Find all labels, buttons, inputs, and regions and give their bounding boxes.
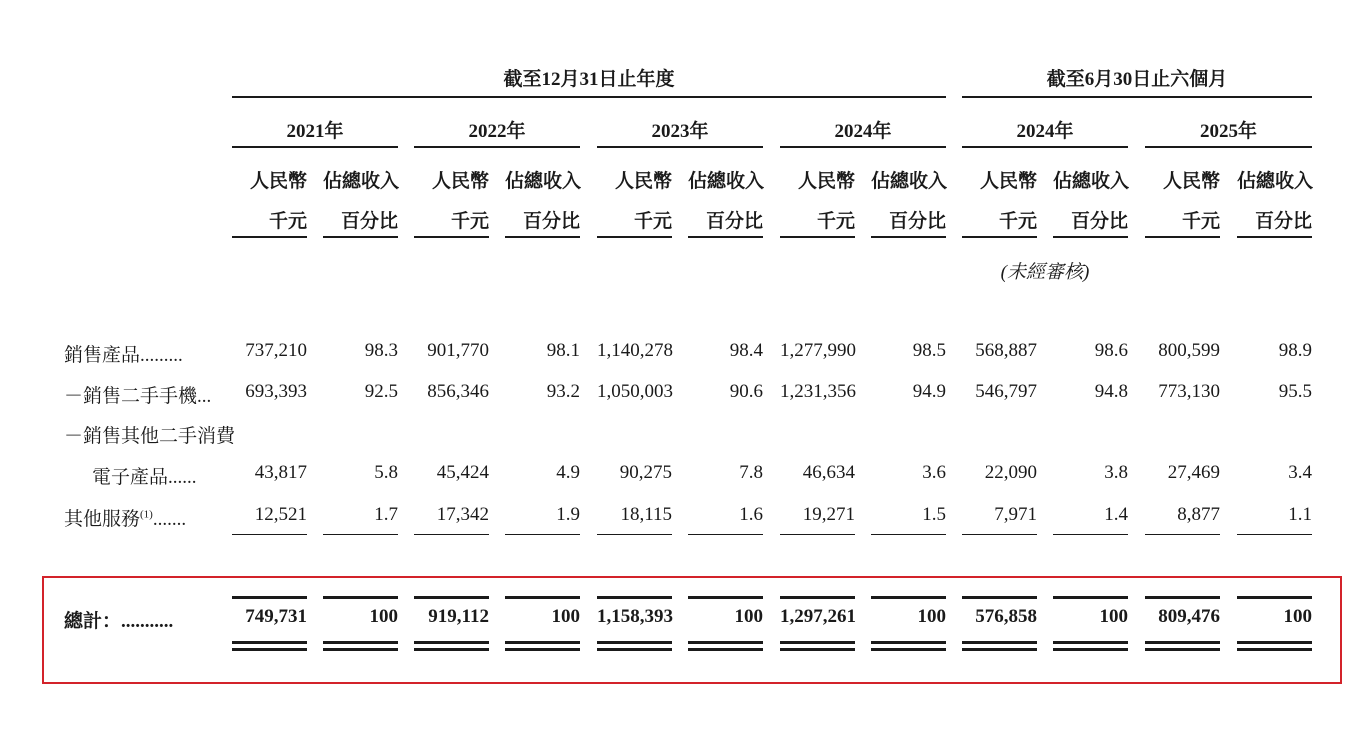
table-cell: 98.1 xyxy=(546,340,580,361)
total-cell: 809,476 xyxy=(1158,606,1220,627)
header-rule xyxy=(688,236,763,238)
row-label xyxy=(64,340,183,367)
year-rule xyxy=(780,146,946,148)
table-cell: 18,115 xyxy=(620,504,672,525)
col-header-unit: 千元 xyxy=(633,211,672,232)
table-cell: 800,599 xyxy=(1158,340,1220,361)
col-header-unit: 千元 xyxy=(450,211,489,232)
col-header-rmb: 人民幣 xyxy=(249,171,307,192)
row-label-text: 電子產品...... xyxy=(92,467,197,488)
table-cell: 45,424 xyxy=(436,462,489,483)
header-rule xyxy=(1237,236,1312,238)
table-cell: 4.9 xyxy=(556,462,580,483)
col-header-rmb: 人民幣 xyxy=(614,171,672,192)
col-header-unit: 百分比 xyxy=(705,211,763,232)
subtotal-rule xyxy=(688,534,763,535)
table-cell: 5.8 xyxy=(374,462,398,483)
table-cell: 1,140,278 xyxy=(597,340,673,361)
header-rule xyxy=(962,236,1037,238)
year-header-2022: 2022年 xyxy=(468,121,526,142)
col-header-unit: 百分比 xyxy=(340,211,398,232)
table-cell: 94.9 xyxy=(912,381,946,402)
col-header-pct: 佔總收入 xyxy=(688,171,765,192)
table-cell: 568,887 xyxy=(975,340,1037,361)
total-cell: 749,731 xyxy=(245,606,307,627)
table-cell: 1,277,990 xyxy=(780,340,856,361)
total-cell: 100 xyxy=(1283,606,1312,627)
table-cell: 98.4 xyxy=(729,340,763,361)
total-cell: 100 xyxy=(369,606,398,627)
table-cell: 19,271 xyxy=(802,504,855,525)
group-rule-annual xyxy=(232,96,946,98)
year-header-2024: 2024年 xyxy=(834,121,892,142)
row-label-text: 銷售產品......... xyxy=(64,345,183,366)
year-rule xyxy=(232,146,398,148)
table-cell: 1,231,356 xyxy=(780,381,856,402)
table-cell: 773,130 xyxy=(1158,381,1220,402)
table-cell: 46,634 xyxy=(802,462,855,483)
total-cell: 100 xyxy=(917,606,946,627)
subtotal-rule xyxy=(414,534,489,535)
col-header-pct: 佔總收入 xyxy=(1237,171,1314,192)
total-cell: 100 xyxy=(1099,606,1128,627)
header-rule xyxy=(780,236,855,238)
year-rule xyxy=(1145,146,1312,148)
subtotal-rule xyxy=(1237,534,1312,535)
leader-dots: ....... xyxy=(152,509,187,530)
year-header-2025-h1: 2025年 xyxy=(1199,121,1257,142)
group-rule-half-year xyxy=(962,96,1312,98)
year-header-2021: 2021年 xyxy=(286,121,344,142)
row-label xyxy=(64,421,235,448)
header-rule xyxy=(1053,236,1128,238)
subtotal-rule xyxy=(232,534,307,535)
table-cell: 3.6 xyxy=(922,462,946,483)
col-header-pct: 佔總收入 xyxy=(323,171,400,192)
table-cell: 693,393 xyxy=(245,381,307,402)
year-header-2024-h1: 2024年 xyxy=(1016,121,1074,142)
table-cell: 1.9 xyxy=(556,504,580,525)
table-cell: 98.9 xyxy=(1278,340,1312,361)
year-rule xyxy=(962,146,1128,148)
subtotal-rule xyxy=(1145,534,1220,535)
col-header-unit: 千元 xyxy=(268,211,307,232)
header-rule xyxy=(1145,236,1220,238)
col-header-unit: 百分比 xyxy=(1070,211,1128,232)
subtotal-rule xyxy=(597,534,672,535)
table-cell: 95.5 xyxy=(1278,381,1312,402)
group-header-annual: 截至12月31日止年度 xyxy=(503,69,675,90)
row-label xyxy=(92,462,197,489)
col-header-unit: 百分比 xyxy=(1254,211,1312,232)
total-cell: 100 xyxy=(551,606,580,627)
table-cell: 22,090 xyxy=(984,462,1037,483)
subtotal-rule xyxy=(1053,534,1128,535)
col-header-rmb: 人民幣 xyxy=(797,171,855,192)
total-cell: 1,158,393 xyxy=(597,606,673,627)
table-cell: 98.3 xyxy=(364,340,398,361)
row-label-text: －銷售其他二手消費 xyxy=(64,426,236,447)
table-cell: 8,877 xyxy=(1177,504,1220,525)
row-label-text: 其他服務 xyxy=(64,509,141,530)
table-cell: 93.2 xyxy=(546,381,580,402)
col-header-pct: 佔總收入 xyxy=(505,171,582,192)
year-rule xyxy=(414,146,580,148)
table-cell: 3.8 xyxy=(1104,462,1128,483)
table-cell: 98.5 xyxy=(912,340,946,361)
subtotal-rule xyxy=(505,534,580,535)
row-label xyxy=(64,381,211,408)
table-cell: 901,770 xyxy=(427,340,489,361)
total-cell: 919,112 xyxy=(428,606,489,627)
col-header-unit: 千元 xyxy=(998,211,1037,232)
subtotal-rule xyxy=(962,534,1037,535)
subtotal-rule xyxy=(323,534,398,535)
table-cell: 1.5 xyxy=(922,504,946,525)
header-rule xyxy=(414,236,489,238)
table-cell: 98.6 xyxy=(1094,340,1128,361)
header-rule xyxy=(505,236,580,238)
header-rule xyxy=(232,236,307,238)
header-rule xyxy=(323,236,398,238)
col-header-pct: 佔總收入 xyxy=(1053,171,1130,192)
table-cell: 1.1 xyxy=(1288,504,1312,525)
year-header-2023: 2023年 xyxy=(651,121,709,142)
highlight-box xyxy=(42,576,1342,684)
table-cell: 92.5 xyxy=(364,381,398,402)
row-label-text: －銷售二手手機... xyxy=(64,386,212,407)
table-cell: 7,971 xyxy=(994,504,1037,525)
table-cell: 17,342 xyxy=(436,504,489,525)
col-header-unit: 千元 xyxy=(816,211,855,232)
table-cell: 12,521 xyxy=(254,504,307,525)
table-cell: 856,346 xyxy=(427,381,489,402)
header-rule xyxy=(871,236,946,238)
table-cell: 90.6 xyxy=(729,381,763,402)
col-header-pct: 佔總收入 xyxy=(871,171,948,192)
year-rule xyxy=(597,146,763,148)
col-header-unit: 百分比 xyxy=(522,211,580,232)
unaudited-note: (未經審核) xyxy=(1000,262,1090,283)
table-cell: 1.7 xyxy=(374,504,398,525)
table-cell: 737,210 xyxy=(245,340,307,361)
col-header-rmb: 人民幣 xyxy=(431,171,489,192)
col-header-rmb: 人民幣 xyxy=(979,171,1037,192)
footnote-marker: (1) xyxy=(140,508,153,521)
total-cell: 576,858 xyxy=(975,606,1037,627)
table-cell: 27,469 xyxy=(1167,462,1220,483)
table-cell: 90,275 xyxy=(619,462,672,483)
col-header-unit: 百分比 xyxy=(888,211,946,232)
table-cell: 1.4 xyxy=(1104,504,1128,525)
col-header-rmb: 人民幣 xyxy=(1162,171,1220,192)
total-label: 總計：........... xyxy=(64,611,174,632)
subtotal-rule xyxy=(871,534,946,535)
total-cell: 1,297,261 xyxy=(780,606,856,627)
table-cell: 3.4 xyxy=(1288,462,1312,483)
subtotal-rule xyxy=(780,534,855,535)
table-cell: 1,050,003 xyxy=(597,381,673,402)
table-cell: 7.8 xyxy=(739,462,763,483)
table-cell: 43,817 xyxy=(254,462,307,483)
col-header-unit: 千元 xyxy=(1181,211,1220,232)
total-cell: 100 xyxy=(734,606,763,627)
table-cell: 546,797 xyxy=(975,381,1037,402)
group-header-half-year: 截至6月30日止六個月 xyxy=(1046,69,1228,90)
header-rule xyxy=(597,236,672,238)
row-label xyxy=(64,504,186,531)
table-cell: 1.6 xyxy=(739,504,763,525)
table-cell: 94.8 xyxy=(1094,381,1128,402)
